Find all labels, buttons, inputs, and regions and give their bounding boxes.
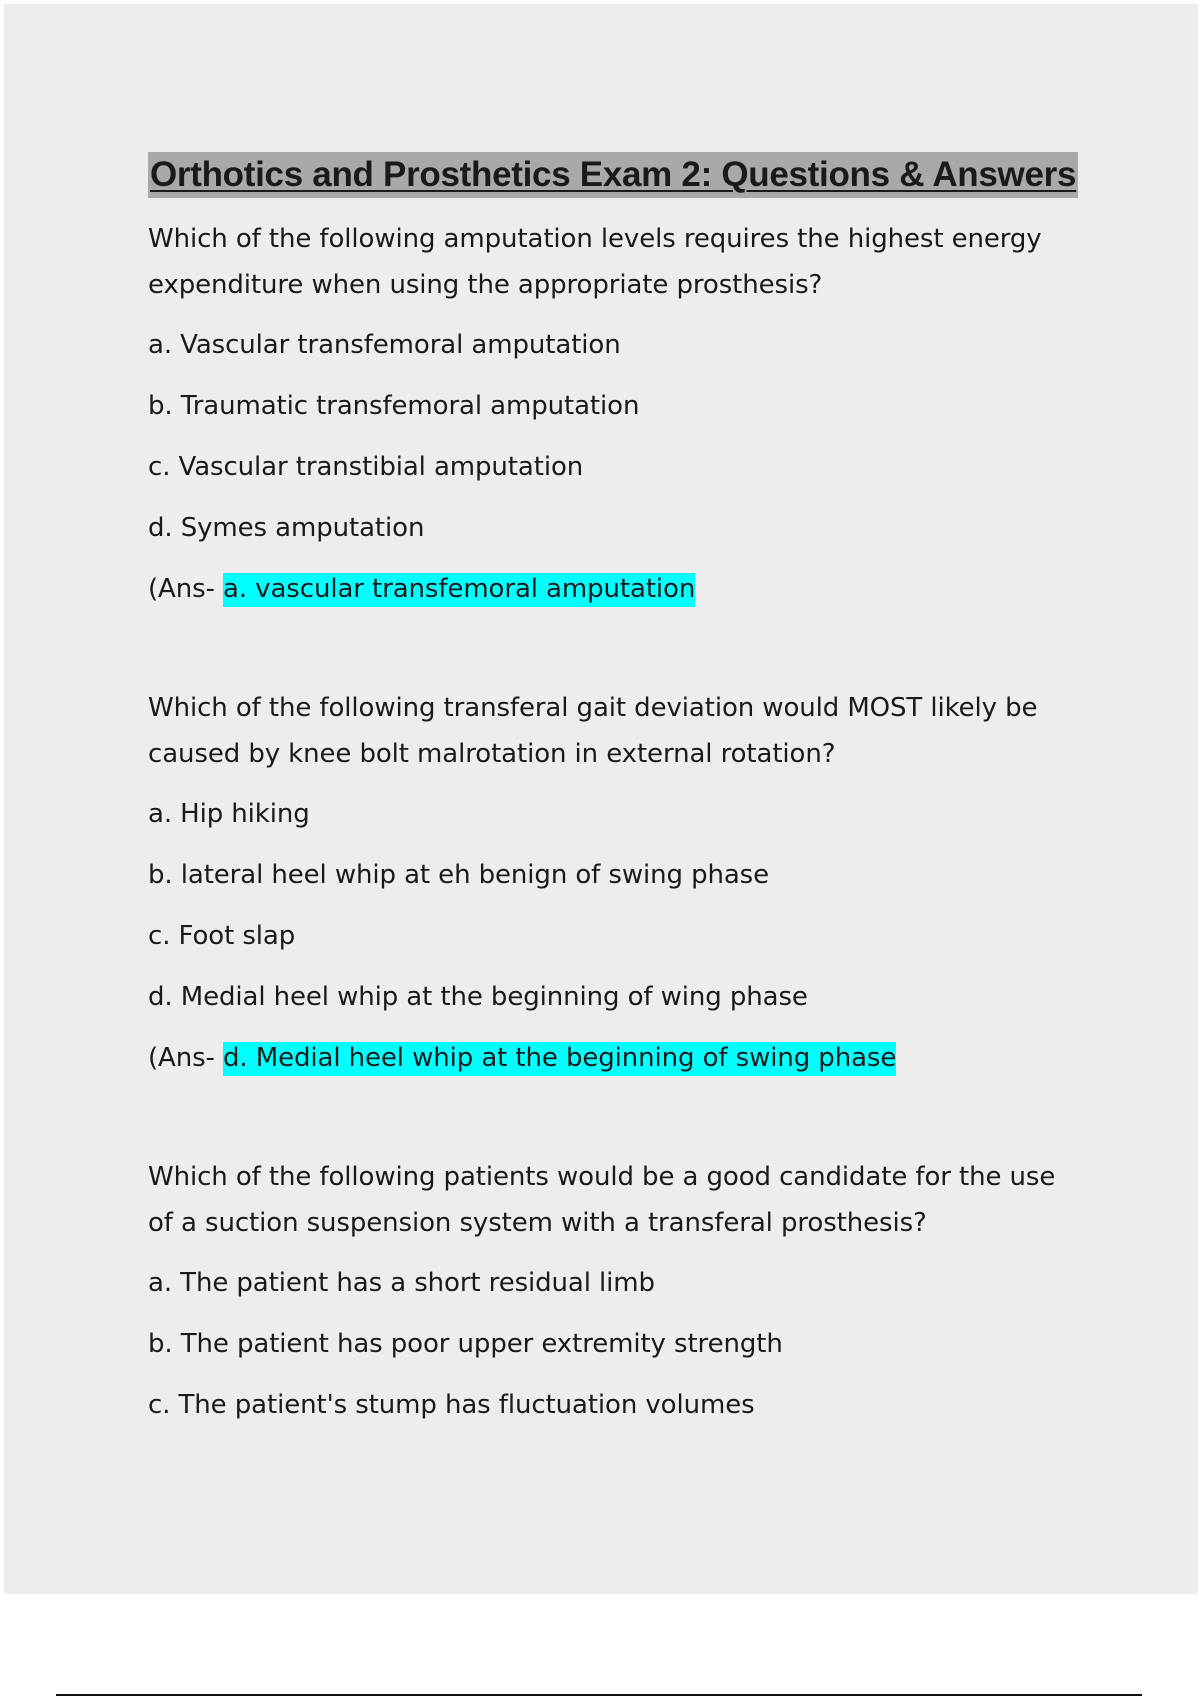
question-block-1 <box>148 216 1088 612</box>
answer-highlight: a. vascular transfemoral amputation <box>223 573 695 607</box>
answer-option-c: c. Foot slap <box>148 921 296 951</box>
answer-option-d: d. Medial heel whip at the beginning of wing phase <box>148 982 808 1012</box>
answer-option-a: a. The patient has a short residual limb <box>148 1268 655 1298</box>
answer-highlight: d. Medial heel whip at the beginning of swing phase <box>223 1042 896 1076</box>
question-text: Which of the following amputation levels requires the highest energy expenditure when using the appropriate prosthesis? <box>148 224 1042 300</box>
document-title: Orthotics and Prosthetics Exam 2: Questions & Answers <box>148 152 1078 198</box>
question-block-2 <box>148 685 1088 1081</box>
answer-prefix: (Ans- <box>148 1043 224 1073</box>
answer-option-c: c. The patient's stump has fluctuation volumes <box>148 1390 755 1420</box>
question-block-3 <box>148 1154 1088 1428</box>
footer-divider <box>56 1694 1142 1696</box>
answer-option-a: a. Vascular transfemoral amputation <box>148 330 621 360</box>
answer-option-c: c. Vascular transtibial amputation <box>148 452 584 482</box>
question-text: Which of the following patients would be a good candidate for the use of a suction suspension system with a transferal prosthesis? <box>148 1162 1056 1238</box>
answer-option-b: b. The patient has poor upper extremity strength <box>148 1329 783 1359</box>
document-page <box>4 4 1198 1594</box>
answer-line <box>148 1035 1088 1081</box>
question-text: Which of the following transferal gait deviation would MOST likely be caused by knee bolt malrotation in external rotation? <box>148 693 1038 769</box>
document-content <box>148 152 1088 1443</box>
answer-option-d: d. Symes amputation <box>148 513 425 543</box>
answer-option-a: a. Hip hiking <box>148 799 310 829</box>
answer-prefix: (Ans- <box>148 574 224 604</box>
answer-option-b: b. Traumatic transfemoral amputation <box>148 391 640 421</box>
answer-option-b: b. lateral heel whip at eh benign of swing phase <box>148 860 770 890</box>
answer-line <box>148 566 1088 612</box>
